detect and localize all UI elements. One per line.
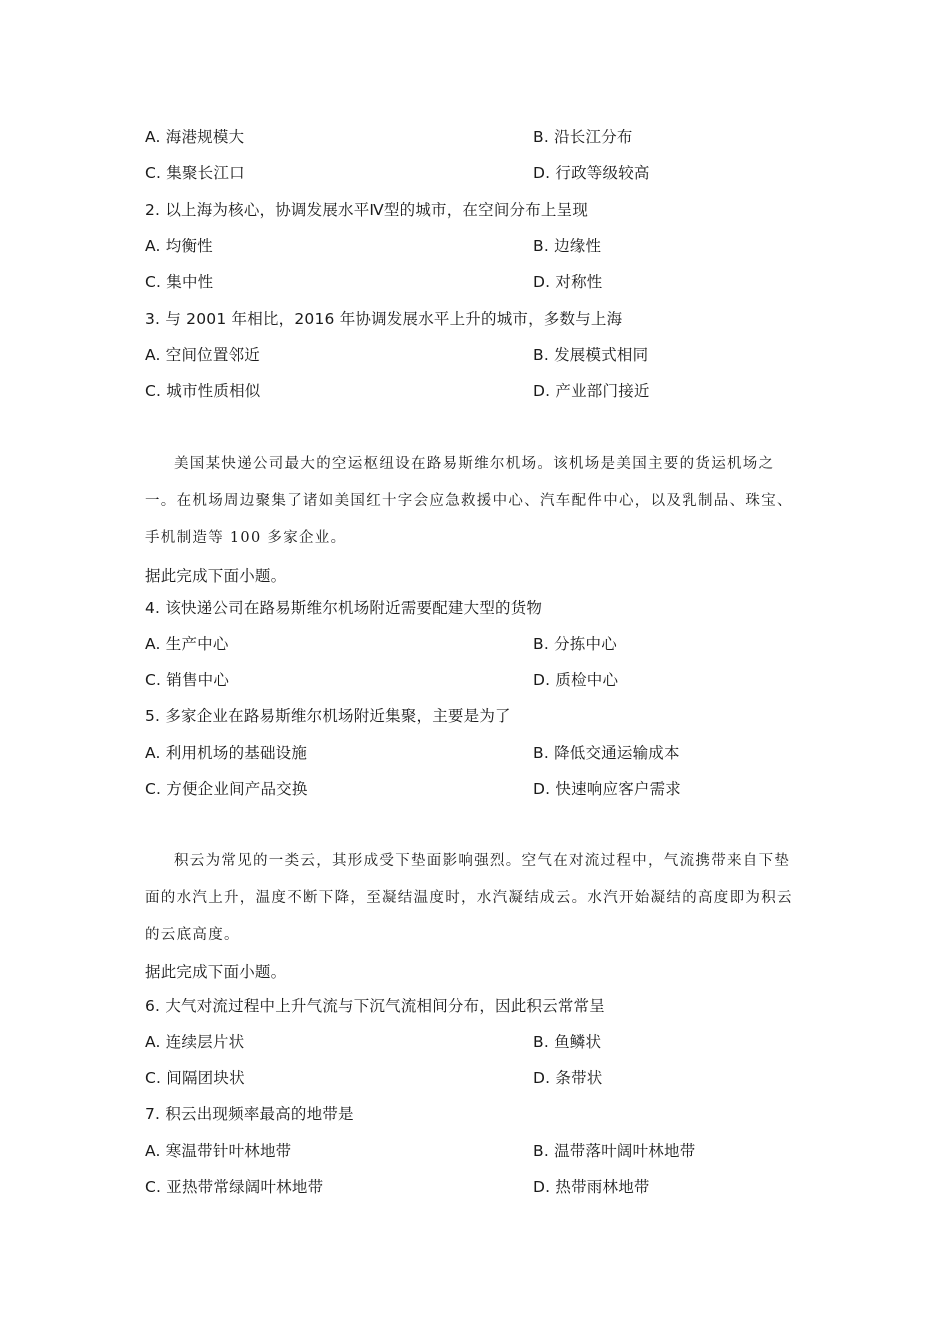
q1-option-b: B. 沿长江分布 [533,128,633,146]
q7-option-b: B. 温带落叶阔叶林地带 [533,1142,696,1160]
q2-option-a: A. 均衡性 [145,237,213,255]
q5-option-b: B. 降低交通运输成本 [533,744,680,762]
passage-airport-instruction: 据此完成下面小题。 [145,567,287,585]
q7-option-c: C. 亚热带常绿阔叶林地带 [145,1178,324,1196]
q1-option-c: C. 集聚长江口 [145,164,245,182]
q3-stem: 3. 与 2001 年相比，2016 年协调发展水平上升的城市，多数与上海 [145,310,623,328]
q7-stem: 7. 积云出现频率最高的地带是 [145,1105,354,1123]
q6-option-a: A. 连续层片状 [145,1033,245,1051]
q6-option-b: B. 鱼鳞状 [533,1033,602,1051]
q4-option-b: B. 分拣中心 [533,635,617,653]
q6-stem: 6. 大气对流过程中上升气流与下沉气流相间分布，因此积云常常呈 [145,997,605,1015]
q5-option-d: D. 快速响应客户需求 [533,780,681,798]
q5-stem: 5. 多家企业在路易斯维尔机场附近集聚，主要是为了 [145,707,511,725]
q3-option-b: B. 发展模式相同 [533,346,649,364]
q1-option-d: D. 行政等级较高 [533,164,650,182]
q3-option-a: A. 空间位置邻近 [145,346,260,364]
q2-option-d: D. 对称性 [533,273,603,291]
q4-option-a: A. 生产中心 [145,635,229,653]
q3-option-d: D. 产业部门接近 [533,382,650,400]
q7-option-a: A. 寒温带针叶林地带 [145,1142,292,1160]
q2-option-b: B. 边缘性 [533,237,602,255]
q2-stem: 2. 以上海为核心，协调发展水平Ⅳ型的城市，在空间分布上呈现 [145,201,589,219]
passage-cumulus-instruction: 据此完成下面小题。 [145,963,287,981]
passage-cumulus [145,843,800,954]
q7-option-d: D. 热带雨林地带 [533,1178,650,1196]
q4-option-c: C. 销售中心 [145,671,230,689]
q4-option-d: D. 质检中心 [533,671,619,689]
passage-cumulus-text: 积云为常见的一类云，其形成受下垫面影响强烈。空气在对流过程中，气流携带来自下垫面的水汽上升，温度不断下降，至凝结温度时，水汽凝结成云。水汽开始凝结的高度即为积云的云底高度。 [145,853,793,943]
q3-option-c: C. 城市性质相似 [145,382,261,400]
q6-option-c: C. 间隔团块状 [145,1069,245,1087]
passage-airport [145,446,800,557]
q4-stem: 4. 该快递公司在路易斯维尔机场附近需要配建大型的货物 [145,599,543,617]
q5-option-c: C. 方便企业间产品交换 [145,780,308,798]
passage-airport-text: 美国某快递公司最大的空运枢纽设在路易斯维尔机场。该机场是美国主要的货运机场之一。在机场周边聚集了诸如美国红十字会应急救援中心、汽车配件中心，以及乳制品、珠宝、手机制造等 100 多家企业。 [145,456,793,546]
q1-option-a: A. 海港规模大 [145,128,245,146]
q2-option-c: C. 集中性 [145,273,214,291]
q6-option-d: D. 条带状 [533,1069,603,1087]
q5-option-a: A. 利用机场的基础设施 [145,744,308,762]
